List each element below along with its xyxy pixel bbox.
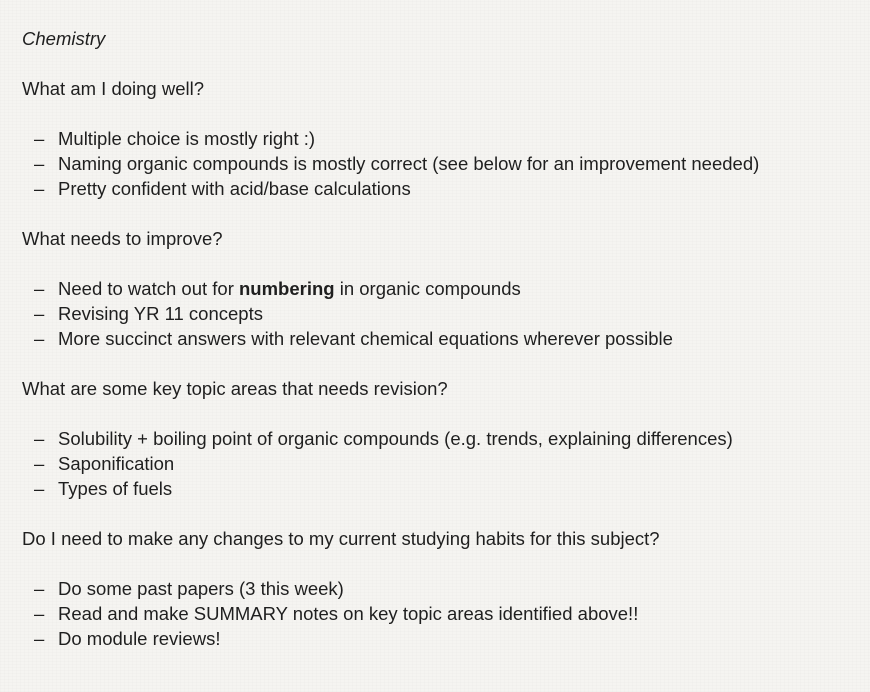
emphasis-text: numbering [239,278,335,299]
list-item [22,451,852,476]
dash-bullet: – [34,303,45,324]
list-item-text: Multiple choice is mostly right :) [58,128,316,149]
list-item [22,126,852,151]
list-item-text-before: Need to watch out for [58,278,239,299]
dash-bullet: – [34,628,45,649]
dash-bullet: – [34,153,45,174]
list-item [22,326,852,351]
dash-bullet: – [34,178,45,199]
list-item-text: Do some past papers (3 this week) [58,578,344,599]
list-item-text: Pretty confident with acid/base calculations [58,178,411,199]
dash-bullet: – [34,428,45,449]
list-item [22,476,852,501]
list-item-text: Solubility + boiling point of organic compounds (e.g. trends, explaining differences) [58,428,733,449]
bullet-list [22,576,852,651]
bullet-list [22,276,852,351]
list-item [22,626,852,651]
section-question: What am I doing well? [22,78,205,99]
dash-bullet: – [34,478,45,499]
list-item-text: Do module reviews! [58,628,221,649]
bullet-list [22,426,852,501]
list-item-text: Saponification [58,453,175,474]
dash-bullet: – [34,328,45,349]
list-item-text: Types of fuels [58,478,173,499]
bullet-list [22,126,852,201]
list-item [22,426,852,451]
page-title: Chemistry [22,28,106,49]
list-item-text: Naming organic compounds is mostly correct (see below for an improvement needed) [58,153,760,174]
dash-bullet: – [34,453,45,474]
dash-bullet: – [34,603,45,624]
dash-bullet: – [34,128,45,149]
dash-bullet: – [34,278,45,299]
dash-bullet: – [34,578,45,599]
list-item-text: Revising YR 11 concepts [58,303,263,324]
section-question: Do I need to make any changes to my current studying habits for this subject? [22,528,660,549]
list-item-text: More succinct answers with relevant chemical equations wherever possible [58,328,673,349]
list-item [22,601,852,626]
list-item [22,276,852,301]
list-item [22,576,852,601]
list-item-text-after: in organic compounds [334,278,521,299]
list-item-text: Read and make SUMMARY notes on key topic areas identified above!! [58,603,639,624]
list-item [22,176,852,201]
list-item [22,301,852,326]
section-question: What needs to improve? [22,228,223,249]
notes-content [22,26,852,651]
list-item [22,151,852,176]
section-question: What are some key topic areas that needs revision? [22,378,448,399]
